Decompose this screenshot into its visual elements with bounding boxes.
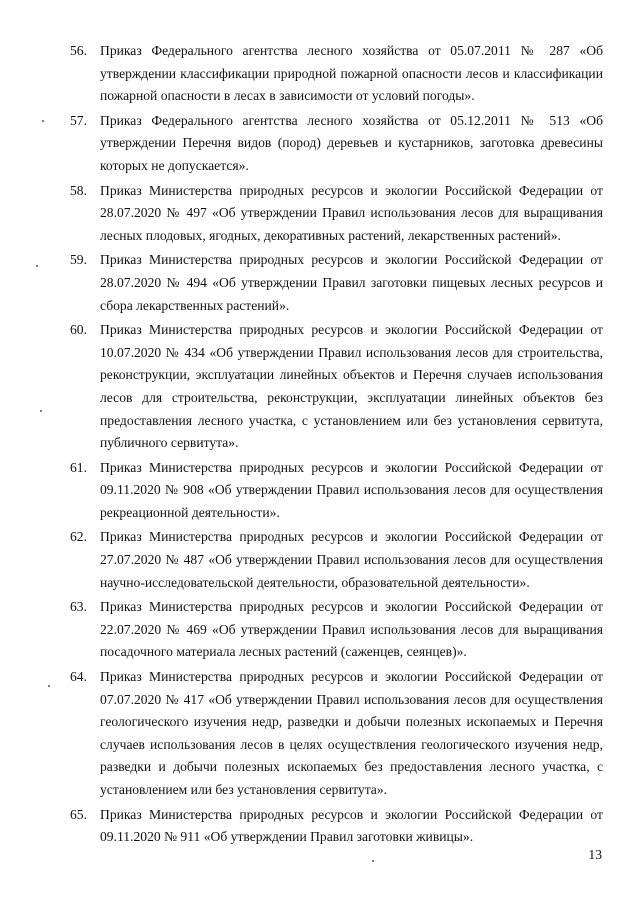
item-text: Приказ Министерства природных ресурсов и экологии Российской Федерации от 10.07.2020 № 434 «Об утверждении Правил использования лесов для строительства, реконструкции, эксплуатации линейных объектов и Перечня случаев использования лесов для строительства, реконструкции, эксплуатации линейных объектов без предоставления лесного участка, с установлением или без установления сервитута, публичного сервитута». [100,322,603,451]
item-number: 62. [70,529,87,545]
item-text: Приказ Министерства природных ресурсов и экологии Российской Федерации от 09.11.2020 № 911 «Об утверждении Правил заготовки живицы». [100,806,603,845]
list-item [70,40,603,108]
scan-speck [48,685,50,687]
item-text: Приказ Министерства природных ресурсов и экологии Российской Федерации от 22.07.2020 № 469 «Об утверждении Правил использования лесов для выращивания посадочного материала лесных растений (саженцев, сеянцев)». [100,599,603,660]
list-item [70,319,603,455]
item-text: Приказ Министерства природных ресурсов и экологии Российской Федерации от 09.11.2020 № 908 «Об утверждении Правил использования лесов для осуществления рекреационной деятельности». [100,459,603,520]
list-item [70,110,603,178]
list-item [70,526,603,594]
item-number: 63. [70,599,87,615]
item-number: 57. [70,112,87,128]
list-item [70,596,603,664]
item-number: 64. [70,669,87,685]
item-text: Приказ Министерства природных ресурсов и экологии Российской Федерации от 27.07.2020 № 487 «Об утверждении Правил использования лесов для осуществления научно-исследовательской деятельности, образовательной деятельности». [100,529,603,590]
list-item [70,249,603,317]
item-number: 61. [70,459,87,475]
list-item [70,666,603,802]
list-item [70,804,603,849]
item-text: Приказ Федерального агентства лесного хозяйства от 05.07.2011 № 287 «Об утверждении классификации природной пожарной опасности лесов и классификации пожарной опасности в лесах в зависимости от условий погоды». [100,43,603,104]
list-item [70,457,603,525]
scan-speck [42,120,44,122]
item-number: 60. [70,322,87,338]
item-number: 59. [70,252,87,268]
scan-speck [40,410,42,412]
item-text: Приказ Федерального агентства лесного хозяйства от 05.12.2011 № 513 «Об утверждении Перечня видов (пород) деревьев и кустарников, заготовка древесины которых не допускается». [100,112,603,173]
item-number: 58. [70,182,87,198]
item-text: Приказ Министерства природных ресурсов и экологии Российской Федерации от 28.07.2020 № 497 «Об утверждении Правил использования лесов для выращивания лесных плодовых, ягодных, декоративных растений, лекарственных растений». [100,182,603,243]
scan-speck [36,265,38,267]
item-text: Приказ Министерства природных ресурсов и экологии Российской Федерации от 28.07.2020 № 494 «Об утверждении Правил заготовки пищевых лесных ресурсов и сбора лекарственных растений». [100,252,603,313]
scan-speck [372,860,374,862]
item-text: Приказ Министерства природных ресурсов и экологии Российской Федерации от 07.07.2020 № 417 «Об утверждении Правил использования лесов для осуществления геологического изучения недр, разведки и добычи полезных ископаемых и Перечня случаев использования лесов в целях осуществления геологического изучения недр, разведки и добычи полезных ископаемых без предоставления лесного участка, с установлением или без установления сервитута». [100,669,603,797]
item-number: 56. [70,43,87,58]
list-item [70,180,603,248]
item-number: 65. [70,806,87,822]
page-number: 13 [588,847,602,862]
document-list [70,40,603,849]
